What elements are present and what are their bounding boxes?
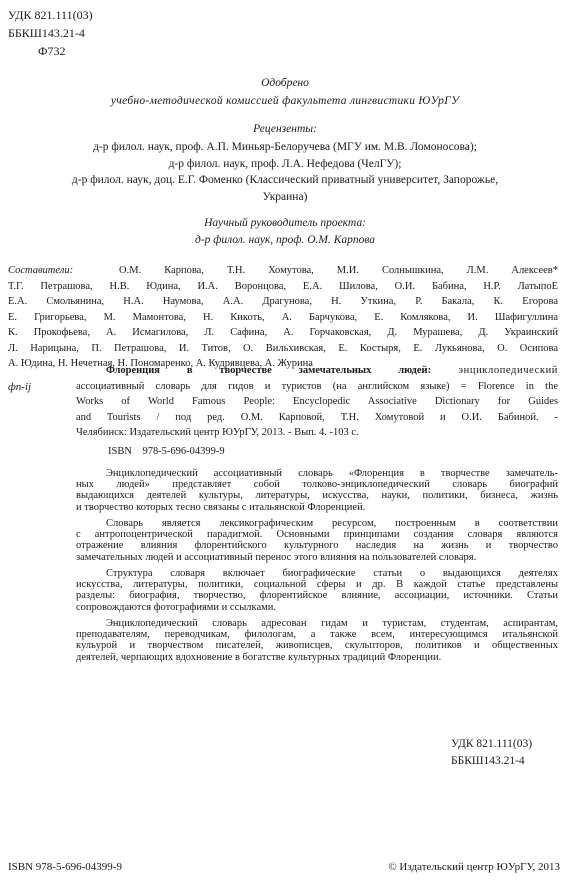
approval-body: учебно-методической комиссией факультета лингвистики ЮУрГУ [110, 95, 460, 107]
supervisor-body: д-р филол. наук, проф. О.М. Карпова [194, 234, 376, 246]
abstract-paragraph [76, 518, 558, 565]
cutter-code: Ф732 [38, 44, 66, 58]
udc-code-bottom: УДК 821.111(03) [451, 738, 533, 750]
compilers-line: Е. Григорьева, М. Мамонтова, Н. Кикоть, А. Барчукова, Е. Комлякова, И. Шафигуллина [8, 311, 558, 323]
isbn-label: ISBN [108, 446, 132, 457]
catalog-title-line: Флоренция в творчестве замечательных людей: энциклопедический [106, 365, 559, 376]
catalog-line: and Tourists / под ред. О.М. Карповой, Т.Н. Хомутовой и О.И. Бабиной. - [76, 411, 558, 423]
bbk-code: ББКШ143.21-4 [8, 26, 85, 40]
abstract-paragraph [76, 568, 558, 615]
reviewer-line: Украина) [262, 190, 308, 203]
abstract-line: преподавателям, переводчикам, филологам, а также всем, интересующимся итальянской [76, 629, 558, 640]
catalog-line: Челябинск: Издательский центр ЮУрГУ, 2013. - Вып. 4. -103 с. [76, 427, 359, 438]
reviewers-list [0, 139, 570, 205]
abstract-line: сопровождаются фотографиями и ссылками. [76, 602, 277, 613]
compilers-label: Составители: [8, 265, 74, 276]
abstract-line: Энциклопедический словарь адресован гидам и туристам, студентам, аспирантам, [106, 618, 558, 629]
compilers-first-line: Составители: О.М. Карпова, Т.Н. Хомутова, М.И. Солнышкина, Л.М. Алексеев* [8, 265, 559, 276]
catalog-title: Флоренция в творчестве замечательных людей: [106, 365, 432, 376]
approval-title: Одобрено [261, 77, 309, 89]
reviewers-title: Рецензенты: [253, 123, 317, 135]
supervisor-title: Научный руководитель проекта: [204, 217, 366, 229]
abstract-line: Энциклопедический ассоциативный словарь «Флоренция в творчестве замечатель- [106, 468, 558, 479]
compilers-block [8, 263, 558, 372]
abstract-line: искусства, литературы, политики, социальной сферы и др. В каждой статье представлены [76, 579, 558, 590]
compilers-line: А. Юдина, Н. Нечетная, Н. Пономаренко, А. Кудрявцева, А. Журина [8, 358, 313, 369]
udc-code: УДК 821.111(03) [8, 8, 93, 22]
reviewer-line: д-р филол. наук, доц. Е.Г. Фоменко (Классический приватный университет, Запорожье, [71, 174, 499, 186]
abstract-line: выдающихся деятелей культуры, литературы, искусства, науки, политики, бизнеса, жизнь [76, 490, 558, 501]
compilers-line: К. Прокофьева, А. Исмагилова, Л. Сафина, А. Горчаковская, Д. Мурашева, Д. Украинский [8, 327, 558, 338]
abstract-line: Структура словаря включает биографические статьи о выдающихся деятелях [106, 568, 558, 579]
compilers-line: Т.Г. Петрашова, Н.В. Юдина, И.А. Воронцова, Е.А. Шилова, О.И. Бабина, Н.Р. ЛатыпоЕ [8, 280, 558, 292]
abstract-line: замечательных людей и ассоциативный перенос этого влияния на пользователей словаря. [76, 552, 477, 563]
abstract [76, 468, 558, 665]
compilers-line: Л. Нарицына, П. Петрашова, И. Титов, О. Вильхивская, Е. Костыря, Е. Лукьянова, О. Осипова [8, 342, 558, 354]
footer-isbn: ISBN 978-5-696-04399-9 [8, 861, 122, 873]
abstract-line: отражение влияния флорентийского культурного наследия на жизнь и творчество [76, 540, 558, 551]
reviewer-line: д-р филол. наук, проф. Л.А. Нефедова (ЧелГУ); [168, 157, 402, 170]
reviewer-line: д-р филол. наук, проф. А.П. Миньяр-Белоручева (МГУ им. М.В. Ломоносова); [93, 141, 477, 153]
footer-copyright: © Издательский центр ЮУрГУ, 2013 [388, 861, 560, 873]
catalog-line: ассоциативный словарь для гидов и туристов (на английском языке) = Florence in the [76, 380, 558, 392]
abstract-line: Словарь является лексикографическим ресурсом, построенным в соответствии [106, 518, 558, 529]
catalog-code: фп-ij [8, 381, 32, 393]
catalog-entry [76, 363, 558, 441]
bbk-code-bottom: ББКШ143.21-4 [451, 755, 525, 767]
abstract-line: с антропоцентрической парадигмой. Основными принципами создания словаря являются [76, 529, 558, 540]
compilers-line: Е.А. Смольянина, Н.А. Наумова, А.А. Драгунова, Н. Уткина, Р. Бакала, К. Егорова [8, 296, 558, 307]
catalog-line: Works of World Famous People: Encyclopedic Associative Dictionary for Guides [76, 396, 558, 407]
abstract-line: и творчество которых тесно связаны с итальянской Флоренцией. [76, 502, 366, 513]
abstract-line: ных людей» представляет собой толково-энциклопедический словарь биографий [76, 479, 558, 490]
abstract-line: разделы: биография, творчество, флорентийское влияние, ассоциации, источники. Статьи [76, 590, 558, 601]
isbn-line [108, 446, 225, 457]
isbn-number: 978-5-696-04399-9 [142, 446, 225, 457]
abstract-paragraph [76, 468, 558, 515]
abstract-line: деятелей, черпающих вдохновение в богатстве культурных традиций Флоренции. [76, 652, 442, 663]
abstract-line: кульурой и творчеством писателей, живописцев, скульпторов, политиков и общественных [76, 640, 558, 651]
abstract-paragraph [76, 618, 558, 665]
